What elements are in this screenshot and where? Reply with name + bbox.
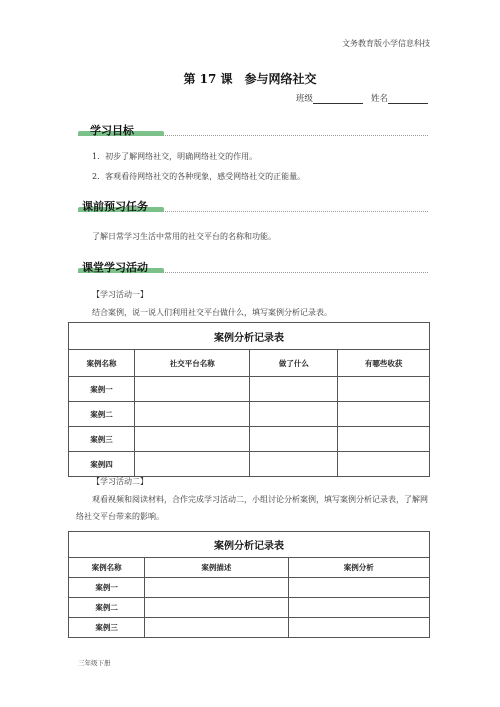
column-header: 案例分析 [288,558,429,578]
name-label: 姓名 [370,94,388,104]
row-label: 案例二 [69,598,145,618]
table-title: 案例分析记录表 [69,532,430,558]
name-blank[interactable] [388,94,428,104]
row-label: 案例三 [69,618,145,638]
class-label: 班级 [295,94,313,104]
table-cell[interactable] [135,427,250,452]
case-analysis-table-2 [68,531,430,638]
column-header: 社交平台名称 [135,350,250,377]
row-label: 案例四 [69,452,135,477]
class-name-fields [296,92,428,104]
table-cell[interactable] [145,618,288,638]
goal-item: 1．初步了解网络社交，明确网络社交的作用。 [92,152,258,161]
table-cell[interactable] [250,427,338,452]
table-cell[interactable] [288,598,429,618]
table-title: 案例分析记录表 [69,323,430,350]
table-cell[interactable] [338,377,430,402]
table-cell[interactable] [135,377,250,402]
row-label: 案例二 [69,402,135,427]
lesson-title: 第 17 课 参与网络社交 [183,72,317,86]
table-cell[interactable] [250,402,338,427]
table-cell[interactable] [145,578,288,598]
section-title-preview: 课前预习任务 [82,200,148,213]
grade-footer: 三年级下册 [78,659,111,667]
table-cell[interactable] [338,402,430,427]
section-title-goals: 学习目标 [90,124,134,137]
table-cell[interactable] [135,402,250,427]
row-label: 案例一 [69,377,135,402]
class-blank[interactable] [313,94,363,104]
table-cell[interactable] [250,377,338,402]
table-cell[interactable] [338,452,430,477]
column-header: 案例名称 [69,558,145,578]
case-analysis-table-1 [68,322,430,477]
table-cell[interactable] [250,452,338,477]
column-header: 案例描述 [145,558,288,578]
activity1-label: 【学习活动一】 [92,290,148,299]
column-header: 案例名称 [69,350,135,377]
table-cell[interactable] [135,452,250,477]
column-header: 有哪些收获 [338,350,430,377]
section-title-classroom: 课堂学习活动 [82,261,148,274]
column-header: 做了什么 [250,350,338,377]
goal-item: 2．客观看待网络社交的各种现象，感受网络社交的正能量。 [92,172,306,181]
table-cell[interactable] [145,598,288,618]
table-cell[interactable] [288,578,429,598]
activity2-text: 观看视频和阅读材料，合作完成学习活动二，小组讨论分析案例，填写案例分析记录表，了解网络社交平台带来的影响。 [76,495,428,521]
activity2-label: 【学习活动二】 [92,477,148,486]
activity1-text: 结合案例，说一说人们利用社交平台做什么，填写案例分析记录表。 [92,308,332,317]
table-cell[interactable] [338,427,430,452]
preview-text: 了解日常学习生活中常用的社交平台的名称和功能。 [92,232,276,241]
table-cell[interactable] [288,618,429,638]
row-label: 案例三 [69,427,135,452]
row-label: 案例一 [69,578,145,598]
publisher-note: 文务教育版小学信息科技 [342,39,430,48]
